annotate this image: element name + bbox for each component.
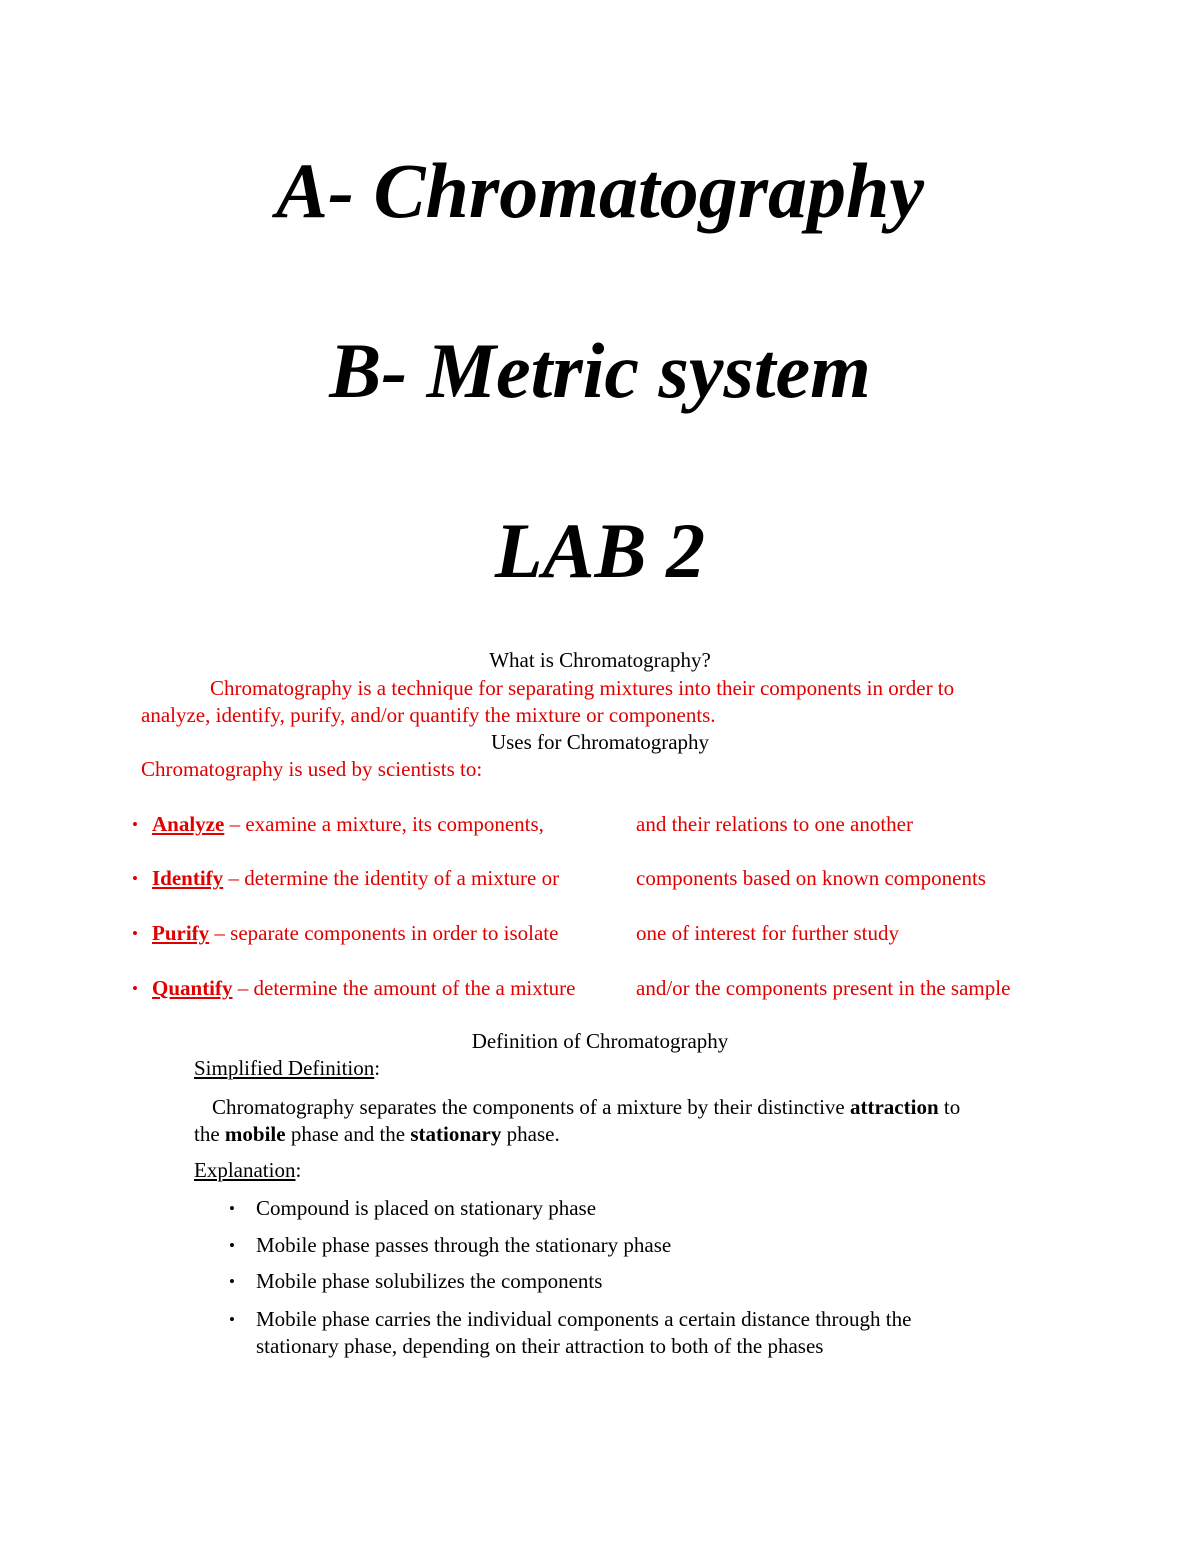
uses-desc: – determine the amount of the a mixture xyxy=(232,976,576,1000)
definition-sentence-line-1 xyxy=(212,1094,960,1121)
uses-bullet-quantify xyxy=(0,975,1200,1002)
definition-heading: Definition of Chromatography xyxy=(471,1029,729,1053)
uses-bullet-right: and/or the components present in the sample xyxy=(636,976,1011,1000)
uses-term: Identify xyxy=(152,866,224,890)
sentence-text: Chromatography separates the components of a mixture by their distinctive xyxy=(212,1095,850,1119)
title-chromatography: A- Chromatography xyxy=(276,147,924,234)
what-is-line-2: analyze, identify, purify, and/or quantify the mixture or components. xyxy=(141,703,716,727)
uses-term: Quantify xyxy=(152,976,233,1000)
uses-bullet-left xyxy=(152,865,559,892)
sentence-bold-stationary: stationary xyxy=(410,1122,502,1146)
label-colon: : xyxy=(374,1056,381,1080)
uses-bullet-purify xyxy=(0,920,1200,947)
uses-bullet-right: components based on known components xyxy=(636,866,986,890)
uses-desc: – determine the identity of a mixture or xyxy=(223,866,560,890)
uses-bullet-right: one of interest for further study xyxy=(636,921,900,945)
title-metric-system: B- Metric system xyxy=(329,327,871,414)
bullet-dot: • xyxy=(132,815,138,834)
uses-term: Analyze xyxy=(152,812,225,836)
bullet-dot: • xyxy=(132,924,138,943)
what-is-heading: What is Chromatography? xyxy=(489,648,711,672)
uses-bullet-right: and their relations to one another xyxy=(636,812,913,836)
sentence-text: phase and the xyxy=(285,1122,411,1146)
sentence-bold-attraction: attraction xyxy=(850,1095,939,1119)
uses-heading: Uses for Chromatography xyxy=(490,730,710,754)
explanation-item: Mobile phase passes through the stationary phase xyxy=(256,1233,672,1257)
definition-sentence-line-2 xyxy=(194,1121,560,1148)
explanation-label xyxy=(194,1157,301,1184)
uses-bullet-identify xyxy=(0,865,1200,892)
uses-intro: Chromatography is used by scientists to: xyxy=(141,757,483,781)
simplified-definition-label xyxy=(194,1055,380,1082)
simplified-label-text: Simplified Definition xyxy=(194,1056,375,1080)
sentence-text: phase. xyxy=(501,1122,560,1146)
uses-bullet-left xyxy=(152,811,544,838)
what-is-line-1: Chromatography is a technique for separating mixtures into their components in order to xyxy=(210,676,955,700)
bullet-dot: • xyxy=(229,1199,235,1218)
bullet-dot: • xyxy=(229,1272,235,1291)
explanation-item: Compound is placed on stationary phase xyxy=(256,1196,597,1220)
sentence-text: the xyxy=(194,1122,225,1146)
sentence-text: to xyxy=(938,1095,961,1119)
bullet-dot: • xyxy=(229,1236,235,1255)
explanation-item: Mobile phase solubilizes the components xyxy=(256,1269,603,1293)
explanation-item-continuation: stationary phase, depending on their attraction to both of the phases xyxy=(256,1334,824,1358)
title-lab-number: LAB 2 xyxy=(494,507,706,594)
uses-bullet-analyze xyxy=(0,811,1200,838)
bullet-dot: • xyxy=(229,1310,235,1329)
uses-desc: – separate components in order to isolate xyxy=(209,921,559,945)
uses-term: Purify xyxy=(152,921,210,945)
uses-desc: – examine a mixture, its components, xyxy=(224,812,544,836)
bullet-dot: • xyxy=(132,979,138,998)
uses-bullet-left xyxy=(152,920,558,947)
uses-bullet-left xyxy=(152,975,575,1002)
explanation-item: Mobile phase carries the individual components a certain distance through the xyxy=(256,1307,912,1331)
bullet-dot: • xyxy=(132,869,138,888)
sentence-bold-mobile: mobile xyxy=(224,1122,286,1146)
label-colon: : xyxy=(295,1158,302,1182)
explanation-label-text: Explanation xyxy=(194,1158,296,1182)
